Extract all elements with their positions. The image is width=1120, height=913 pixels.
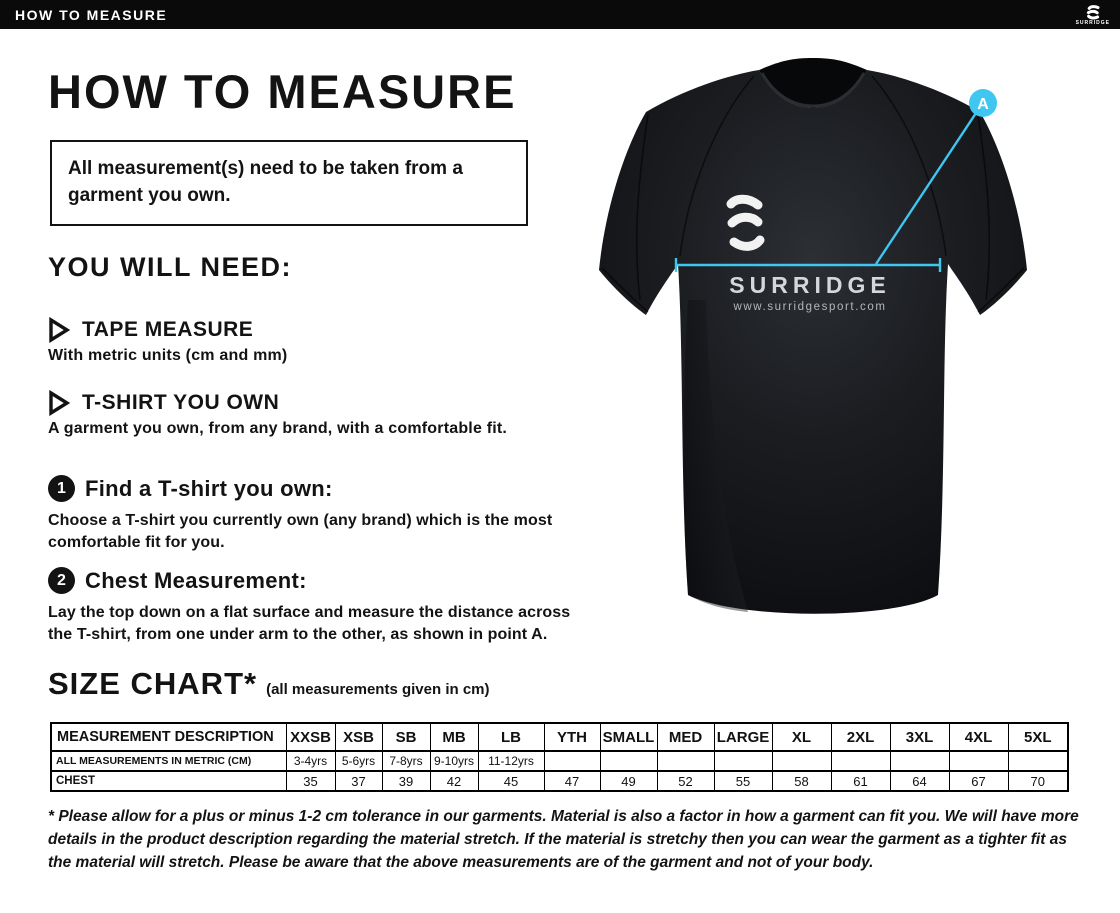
table-cell: 64 — [890, 771, 949, 791]
step-description: Choose a T-shirt you currently own (any brand) which is the most comfortable fit for you. — [48, 512, 553, 552]
table-header-cell: XXSB — [286, 723, 335, 751]
step-description: Lay the top down on a flat surface and measure the distance across the T-shirt, from one under arm to the other, as shown in point A. — [48, 604, 571, 644]
table-cell: 11-12yrs — [478, 751, 544, 771]
table-cell — [831, 751, 890, 771]
notice-text: All measurement(s) need to be taken from a garment you own. — [68, 158, 463, 206]
table-cell: 39 — [382, 771, 430, 791]
table-cell: ALL MEASUREMENTS IN METRIC (CM) — [51, 751, 286, 771]
top-bar-title: HOW TO MEASURE — [15, 6, 168, 23]
top-bar — [0, 0, 1120, 29]
shirt-website-text: www.surridgesport.com — [733, 301, 887, 313]
play-triangle-icon — [48, 317, 70, 343]
table-cell: CHEST — [51, 771, 286, 791]
tshirt-shape — [599, 70, 1027, 614]
table-header-cell: SMALL — [600, 723, 657, 751]
size-chart-note: (all measurements given in cm) — [266, 681, 490, 698]
size-chart-heading — [48, 666, 490, 702]
table-cell: 70 — [1008, 771, 1068, 791]
play-triangle-icon — [48, 390, 70, 416]
table-cell: 5-6yrs — [335, 751, 382, 771]
table-cell: 58 — [772, 771, 831, 791]
step-1 — [48, 475, 596, 554]
table-cell: 3-4yrs — [286, 751, 335, 771]
surridge-s-icon — [1084, 5, 1102, 20]
need-item-title: TAPE MEASURE — [82, 318, 254, 341]
need-item-description: With metric units (cm and mm) — [48, 347, 288, 364]
table-header-cell: 2XL — [831, 723, 890, 751]
topbar-brand-name: SURRIDGE — [1075, 20, 1110, 26]
step-title: Chest Measurement: — [85, 567, 307, 593]
table-cell: 67 — [949, 771, 1008, 791]
table-header-cell: 3XL — [890, 723, 949, 751]
table-cell: 52 — [657, 771, 714, 791]
shirt-brand-text: SURRIDGE — [729, 272, 891, 298]
marker-a — [969, 89, 997, 117]
table-cell — [1008, 751, 1068, 771]
tshirt-illustration — [588, 50, 1048, 655]
table-header-cell: LB — [478, 723, 544, 751]
table-header-cell: MED — [657, 723, 714, 751]
table-cell: 35 — [286, 771, 335, 791]
table-header-cell: MEASUREMENT DESCRIPTION — [51, 723, 286, 751]
disclaimer-text: * Please allow for a plus or minus 1-2 cm tolerance in our garments. Material is also a factor in how a garment can fit you. We will have more details in the product description regarding the material stretch. If the material is stretchy then you can wear the garment as a tighter fit as the material will stretch. Please be aware that the above measurements are of the garment and not of your body. — [48, 808, 1079, 871]
table-header-cell: MB — [430, 723, 478, 751]
table-header-cell: 4XL — [949, 723, 1008, 751]
table-header-cell: LARGE — [714, 723, 772, 751]
table-cell: 49 — [600, 771, 657, 791]
table-cell: 9-10yrs — [430, 751, 478, 771]
table-row-chest — [51, 771, 1068, 791]
size-table — [50, 722, 1069, 792]
table-cell: 37 — [335, 771, 382, 791]
step-2 — [48, 567, 596, 646]
you-will-need-heading: YOU WILL NEED: — [48, 252, 293, 282]
need-item-title: T-SHIRT YOU OWN — [82, 391, 280, 414]
page-title: HOW TO MEASURE — [48, 65, 517, 118]
need-item-description: A garment you own, from any brand, with a comfortable fit. — [48, 420, 508, 437]
table-cell: 45 — [478, 771, 544, 791]
table-cell — [544, 751, 600, 771]
table-header-cell: 5XL — [1008, 723, 1068, 751]
need-item-tshirt — [48, 390, 608, 438]
table-cell: 55 — [714, 771, 772, 791]
table-cell — [890, 751, 949, 771]
notice-box — [50, 140, 528, 226]
table-cell — [600, 751, 657, 771]
table-cell: 61 — [831, 771, 890, 791]
table-header-cell: YTH — [544, 723, 600, 751]
table-cell: 42 — [430, 771, 478, 791]
table-header-cell: SB — [382, 723, 430, 751]
table-cell: 47 — [544, 771, 600, 791]
table-cell — [949, 751, 1008, 771]
need-item-tape-measure — [48, 317, 608, 365]
table-cell — [772, 751, 831, 771]
table-cell — [657, 751, 714, 771]
table-header-cell: XL — [772, 723, 831, 751]
table-cell: 7-8yrs — [382, 751, 430, 771]
table-row-metric — [51, 751, 1068, 771]
step-number-badge: 2 — [48, 567, 75, 594]
step-title: Find a T-shirt you own: — [85, 475, 333, 501]
table-cell — [714, 751, 772, 771]
topbar-brand-logo — [1076, 3, 1110, 26]
table-header-row — [51, 723, 1068, 751]
table-header-cell: XSB — [335, 723, 382, 751]
step-number-badge: 1 — [48, 475, 75, 502]
marker-a-label: A — [977, 96, 989, 113]
size-chart-title: SIZE CHART* — [48, 666, 258, 701]
